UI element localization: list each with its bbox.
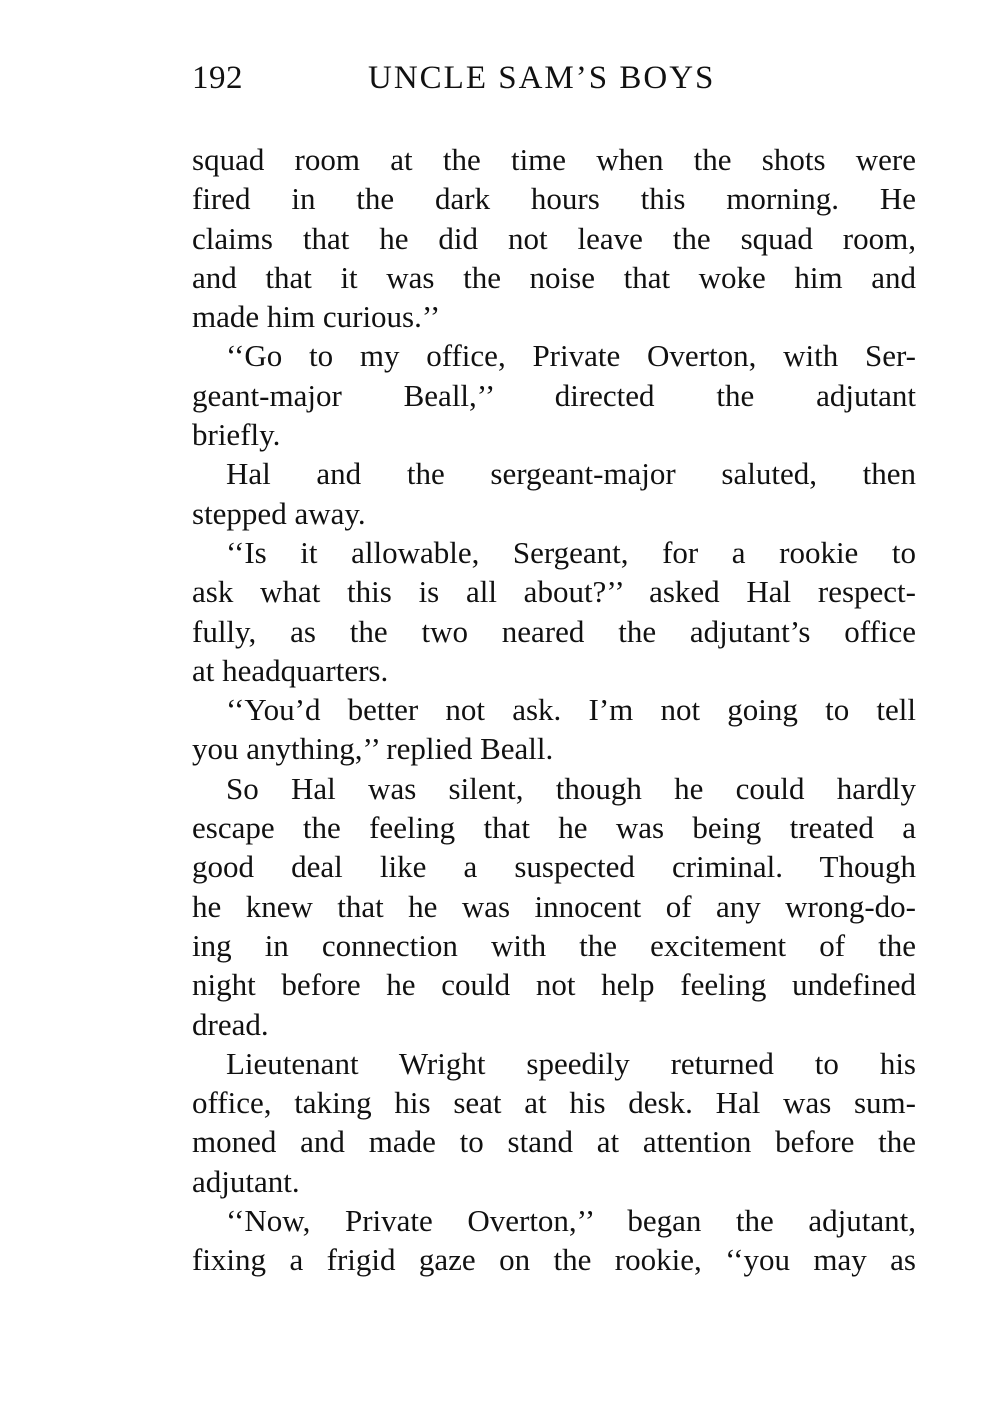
text-line: at headquarters. (192, 652, 389, 688)
text-line: ‘‘Is it allowable, Sergeant, for a rookie to (226, 534, 916, 570)
text-line: geant-major Beall,’’ directed the adjutant (192, 377, 916, 413)
text-line: fully, as the two neared the adjutant’s office (192, 613, 916, 649)
text-line: ‘‘You’d better not ask. I’m not going to tell (226, 692, 916, 728)
text-line: ask what this is all about?’’ asked Hal respect- (192, 574, 916, 610)
text-line: stepped away. (192, 495, 366, 531)
book-title: UNCLE SAM’S BOYS (368, 60, 716, 96)
text-line: made him curious.’’ (192, 299, 441, 335)
body-text (192, 140, 916, 1280)
text-line: night before he could not help feeling undefined (192, 967, 916, 1003)
text-line: escape the feeling that he was being treated a (192, 810, 916, 846)
text-line: fired in the dark hours this morning. He (192, 181, 916, 217)
text-line: adjutant. (192, 1163, 300, 1199)
text-line: dread. (192, 1006, 269, 1042)
text-line: ing in connection with the excitement of the (192, 927, 916, 963)
text-line: Hal and the sergeant-major saluted, then (226, 456, 916, 492)
text-line: squad room at the time when the shots were (192, 142, 916, 177)
text-line: briefly. (192, 417, 281, 453)
text-line: So Hal was silent, though he could hardly (226, 770, 916, 806)
text-line: you anything,’’ replied Beall. (192, 731, 554, 767)
text-line: ‘‘Now, Private Overton,’’ began the adjutant, (226, 1203, 916, 1239)
text-line: ‘‘Go to my office, Private Overton, with Ser- (226, 338, 916, 374)
page-number: 192 (192, 60, 243, 96)
text-line: claims that he did not leave the squad room, (192, 220, 916, 256)
running-head (192, 56, 916, 100)
text-line: good deal like a suspected criminal. Though (192, 849, 916, 885)
text-line: he knew that he was innocent of any wrong-do- (192, 888, 916, 924)
text-line: and that it was the noise that woke him and (192, 259, 916, 295)
text-line: fixing a frigid gaze on the rookie, ‘‘you may as (192, 1242, 916, 1278)
text-line: moned and made to stand at attention before the (192, 1124, 916, 1160)
text-line: office, taking his seat at his desk. Hal was sum- (192, 1085, 916, 1121)
text-line: Lieutenant Wright speedily returned to his (226, 1045, 916, 1081)
